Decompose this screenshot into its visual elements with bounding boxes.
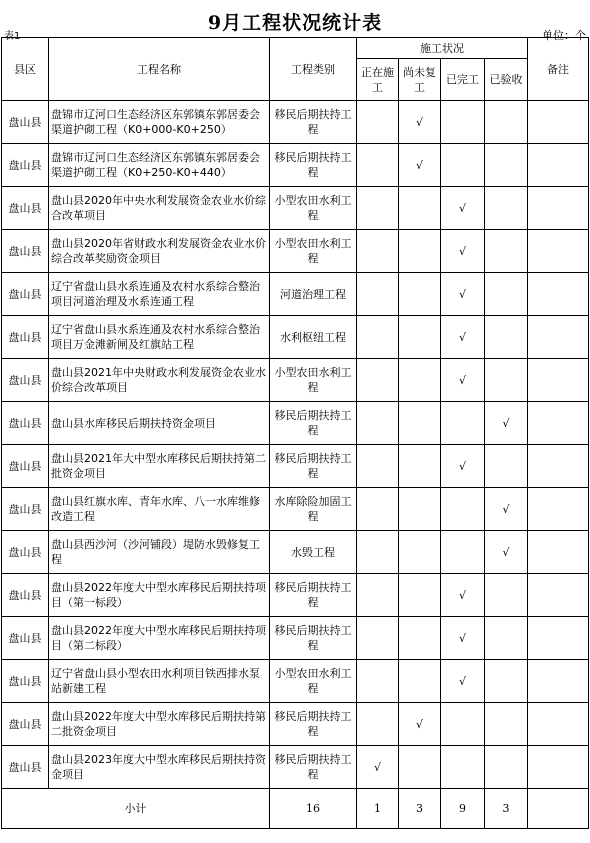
unit-label: 单位：个 bbox=[542, 29, 586, 42]
status-not-resumed-cell bbox=[399, 187, 441, 230]
status-completed-cell bbox=[441, 617, 485, 660]
remarks-cell bbox=[528, 746, 589, 789]
status-accepted-cell bbox=[485, 316, 528, 359]
table-row bbox=[2, 402, 589, 445]
project-type-cell: 水库除险加固工程 bbox=[270, 488, 357, 531]
status-completed-cell bbox=[441, 359, 485, 402]
county-cell: 盘山县 bbox=[2, 144, 49, 187]
status-in-progress-cell bbox=[357, 101, 399, 144]
status-in-progress-cell bbox=[357, 531, 399, 574]
project-type-cell: 小型农田水利工程 bbox=[270, 359, 357, 402]
status-in-progress-cell bbox=[357, 187, 399, 230]
table-row bbox=[2, 660, 589, 703]
status-completed-cell bbox=[441, 273, 485, 316]
check-mark: √ bbox=[458, 244, 466, 258]
status-accepted-cell bbox=[485, 359, 528, 402]
status-in-progress-cell bbox=[357, 445, 399, 488]
status-completed-cell bbox=[441, 402, 485, 445]
header-status-group: 施工状况 bbox=[357, 38, 528, 59]
status-in-progress-cell bbox=[357, 402, 399, 445]
header-not-resumed: 尚未复工 bbox=[399, 59, 441, 101]
project-name-cell: 盘山县2022年度大中型水库移民后期扶持项目（第一标段） bbox=[49, 574, 270, 617]
check-mark: √ bbox=[458, 201, 466, 215]
status-completed-cell bbox=[441, 230, 485, 273]
table-row bbox=[2, 359, 589, 402]
project-name-cell: 盘山县2021年大中型水库移民后期扶持第二批资金项目 bbox=[49, 445, 270, 488]
table-row bbox=[2, 101, 589, 144]
remarks-cell bbox=[528, 359, 589, 402]
status-accepted-cell bbox=[485, 746, 528, 789]
check-mark: √ bbox=[458, 588, 466, 602]
remarks-cell bbox=[528, 531, 589, 574]
status-accepted-cell bbox=[485, 660, 528, 703]
report-title: 9月工程状况统计表 bbox=[207, 12, 383, 34]
remarks-cell bbox=[528, 445, 589, 488]
county-cell: 盘山县 bbox=[2, 574, 49, 617]
status-accepted-cell bbox=[485, 531, 528, 574]
table-body bbox=[2, 101, 589, 789]
status-completed-cell bbox=[441, 746, 485, 789]
status-not-resumed-cell bbox=[399, 660, 441, 703]
header-in-progress: 正在施工 bbox=[357, 59, 399, 101]
status-accepted-cell bbox=[485, 703, 528, 746]
status-not-resumed-cell bbox=[399, 144, 441, 187]
status-not-resumed-cell bbox=[399, 488, 441, 531]
table-row bbox=[2, 445, 589, 488]
status-completed-cell bbox=[441, 488, 485, 531]
status-in-progress-cell bbox=[357, 316, 399, 359]
check-mark: √ bbox=[415, 158, 423, 172]
project-name-cell: 盘山县2023年度大中型水库移民后期扶持资金项目 bbox=[49, 746, 270, 789]
status-accepted-cell bbox=[485, 101, 528, 144]
project-name-cell: 盘山县2022年度大中型水库移民后期扶持第二批资金项目 bbox=[49, 703, 270, 746]
project-type-cell: 移民后期扶持工程 bbox=[270, 101, 357, 144]
status-not-resumed-cell bbox=[399, 402, 441, 445]
status-in-progress-cell bbox=[357, 488, 399, 531]
status-accepted-cell bbox=[485, 617, 528, 660]
status-completed-cell bbox=[441, 445, 485, 488]
remarks-cell bbox=[528, 703, 589, 746]
table-tag: 表1 bbox=[4, 31, 21, 42]
check-mark: √ bbox=[458, 373, 466, 387]
county-cell: 盘山县 bbox=[2, 445, 49, 488]
status-not-resumed-cell bbox=[399, 574, 441, 617]
table-row bbox=[2, 187, 589, 230]
status-completed-cell bbox=[441, 101, 485, 144]
county-cell: 盘山县 bbox=[2, 703, 49, 746]
table-row bbox=[2, 617, 589, 660]
status-completed-cell bbox=[441, 574, 485, 617]
table-row bbox=[2, 144, 589, 187]
table-row bbox=[2, 531, 589, 574]
status-accepted-cell bbox=[485, 144, 528, 187]
status-not-resumed-cell bbox=[399, 703, 441, 746]
check-mark: √ bbox=[415, 115, 423, 129]
check-mark: √ bbox=[415, 717, 423, 731]
project-name-cell: 盘山县水库移民后期扶持资金项目 bbox=[49, 402, 270, 445]
project-type-cell: 小型农田水利工程 bbox=[270, 187, 357, 230]
status-accepted-cell bbox=[485, 574, 528, 617]
project-type-cell: 河道治理工程 bbox=[270, 273, 357, 316]
status-accepted-cell bbox=[485, 273, 528, 316]
status-completed-cell bbox=[441, 144, 485, 187]
county-cell: 盘山县 bbox=[2, 101, 49, 144]
table-row bbox=[2, 703, 589, 746]
county-cell: 盘山县 bbox=[2, 316, 49, 359]
county-cell: 盘山县 bbox=[2, 746, 49, 789]
subtotal-in-progress: 1 bbox=[357, 789, 399, 829]
subtotal-remarks bbox=[528, 789, 589, 829]
status-not-resumed-cell bbox=[399, 230, 441, 273]
project-type-cell: 小型农田水利工程 bbox=[270, 660, 357, 703]
status-accepted-cell bbox=[485, 445, 528, 488]
subtotal-row bbox=[2, 789, 589, 829]
remarks-cell bbox=[528, 402, 589, 445]
check-mark: √ bbox=[502, 416, 510, 430]
status-in-progress-cell bbox=[357, 273, 399, 316]
remarks-cell bbox=[528, 660, 589, 703]
subtotal-label: 小计 bbox=[2, 789, 270, 829]
status-in-progress-cell bbox=[357, 617, 399, 660]
project-type-cell: 移民后期扶持工程 bbox=[270, 144, 357, 187]
status-completed-cell bbox=[441, 316, 485, 359]
status-not-resumed-cell bbox=[399, 101, 441, 144]
status-not-resumed-cell bbox=[399, 359, 441, 402]
check-mark: √ bbox=[458, 287, 466, 301]
project-name-cell: 盘山县红旗水库、青年水库、八一水库维修改造工程 bbox=[49, 488, 270, 531]
table-row bbox=[2, 746, 589, 789]
status-in-progress-cell bbox=[357, 574, 399, 617]
check-mark: √ bbox=[502, 545, 510, 559]
project-type-cell: 移民后期扶持工程 bbox=[270, 617, 357, 660]
check-mark: √ bbox=[458, 674, 466, 688]
county-cell: 盘山县 bbox=[2, 359, 49, 402]
status-in-progress-cell bbox=[357, 703, 399, 746]
county-cell: 盘山县 bbox=[2, 187, 49, 230]
check-mark: √ bbox=[502, 502, 510, 516]
status-not-resumed-cell bbox=[399, 445, 441, 488]
status-not-resumed-cell bbox=[399, 531, 441, 574]
county-cell: 盘山县 bbox=[2, 617, 49, 660]
subtotal-total: 16 bbox=[270, 789, 357, 829]
project-name-cell: 盘山县西沙河（沙河铺段）堤防水毁修复工程 bbox=[49, 531, 270, 574]
header-remarks: 备注 bbox=[528, 38, 589, 101]
header-name: 工程名称 bbox=[49, 38, 270, 101]
status-in-progress-cell bbox=[357, 359, 399, 402]
status-table bbox=[1, 37, 589, 829]
project-name-cell: 盘山县2020年中央水利发展资金农业水价综合改革项目 bbox=[49, 187, 270, 230]
table-row bbox=[2, 316, 589, 359]
status-in-progress-cell bbox=[357, 144, 399, 187]
status-not-resumed-cell bbox=[399, 617, 441, 660]
project-type-cell: 水利枢纽工程 bbox=[270, 316, 357, 359]
project-name-cell: 盘锦市辽河口生态经济区东郭镇东郭居委会渠道护砌工程（K0+250-K0+440） bbox=[49, 144, 270, 187]
project-type-cell: 移民后期扶持工程 bbox=[270, 703, 357, 746]
status-accepted-cell bbox=[485, 488, 528, 531]
status-completed-cell bbox=[441, 703, 485, 746]
header-county: 县区 bbox=[2, 38, 49, 101]
remarks-cell bbox=[528, 574, 589, 617]
status-in-progress-cell bbox=[357, 660, 399, 703]
check-mark: √ bbox=[458, 330, 466, 344]
project-name-cell: 盘锦市辽河口生态经济区东郭镇东郭居委会渠道护砌工程（K0+000-K0+250） bbox=[49, 101, 270, 144]
header-completed: 已完工 bbox=[441, 59, 485, 101]
subtotal-completed: 9 bbox=[441, 789, 485, 829]
status-accepted-cell bbox=[485, 230, 528, 273]
remarks-cell bbox=[528, 101, 589, 144]
county-cell: 盘山县 bbox=[2, 230, 49, 273]
remarks-cell bbox=[528, 488, 589, 531]
remarks-cell bbox=[528, 273, 589, 316]
status-not-resumed-cell bbox=[399, 273, 441, 316]
project-name-cell: 辽宁省盘山县小型农田水利项目铁西排水泵站新建工程 bbox=[49, 660, 270, 703]
header-accepted: 已验收 bbox=[485, 59, 528, 101]
status-completed-cell bbox=[441, 660, 485, 703]
status-completed-cell bbox=[441, 531, 485, 574]
remarks-cell bbox=[528, 316, 589, 359]
status-in-progress-cell bbox=[357, 230, 399, 273]
status-accepted-cell bbox=[485, 402, 528, 445]
check-mark: √ bbox=[373, 760, 381, 774]
remarks-cell bbox=[528, 187, 589, 230]
remarks-cell bbox=[528, 144, 589, 187]
project-type-cell: 水毁工程 bbox=[270, 531, 357, 574]
project-name-cell: 辽宁省盘山县水系连通及农村水系综合整治项目河道治理及水系连通工程 bbox=[49, 273, 270, 316]
header-type: 工程类别 bbox=[270, 38, 357, 101]
table-row bbox=[2, 273, 589, 316]
status-in-progress-cell bbox=[357, 746, 399, 789]
county-cell: 盘山县 bbox=[2, 273, 49, 316]
check-mark: √ bbox=[458, 459, 466, 473]
project-name-cell: 盘山县2022年度大中型水库移民后期扶持项目（第二标段） bbox=[49, 617, 270, 660]
county-cell: 盘山县 bbox=[2, 488, 49, 531]
table-row bbox=[2, 574, 589, 617]
county-cell: 盘山县 bbox=[2, 402, 49, 445]
project-type-cell: 移民后期扶持工程 bbox=[270, 402, 357, 445]
county-cell: 盘山县 bbox=[2, 531, 49, 574]
status-not-resumed-cell bbox=[399, 316, 441, 359]
check-mark: √ bbox=[458, 631, 466, 645]
project-name-cell: 盘山县2021年中央财政水利发展资金农业水价综合改革项目 bbox=[49, 359, 270, 402]
remarks-cell bbox=[528, 617, 589, 660]
project-name-cell: 辽宁省盘山县水系连通及农村水系综合整治项目万金滩新闸及红旗站工程 bbox=[49, 316, 270, 359]
project-type-cell: 移民后期扶持工程 bbox=[270, 574, 357, 617]
county-cell: 盘山县 bbox=[2, 660, 49, 703]
project-type-cell: 移民后期扶持工程 bbox=[270, 746, 357, 789]
subtotal-accepted: 3 bbox=[485, 789, 528, 829]
status-not-resumed-cell bbox=[399, 746, 441, 789]
project-type-cell: 移民后期扶持工程 bbox=[270, 445, 357, 488]
project-type-cell: 小型农田水利工程 bbox=[270, 230, 357, 273]
subtotal-not-resumed: 3 bbox=[399, 789, 441, 829]
status-accepted-cell bbox=[485, 187, 528, 230]
table-row bbox=[2, 488, 589, 531]
table-row bbox=[2, 230, 589, 273]
status-completed-cell bbox=[441, 187, 485, 230]
remarks-cell bbox=[528, 230, 589, 273]
project-name-cell: 盘山县2020年省财政水利发展资金农业水价综合改革奖励资金项目 bbox=[49, 230, 270, 273]
